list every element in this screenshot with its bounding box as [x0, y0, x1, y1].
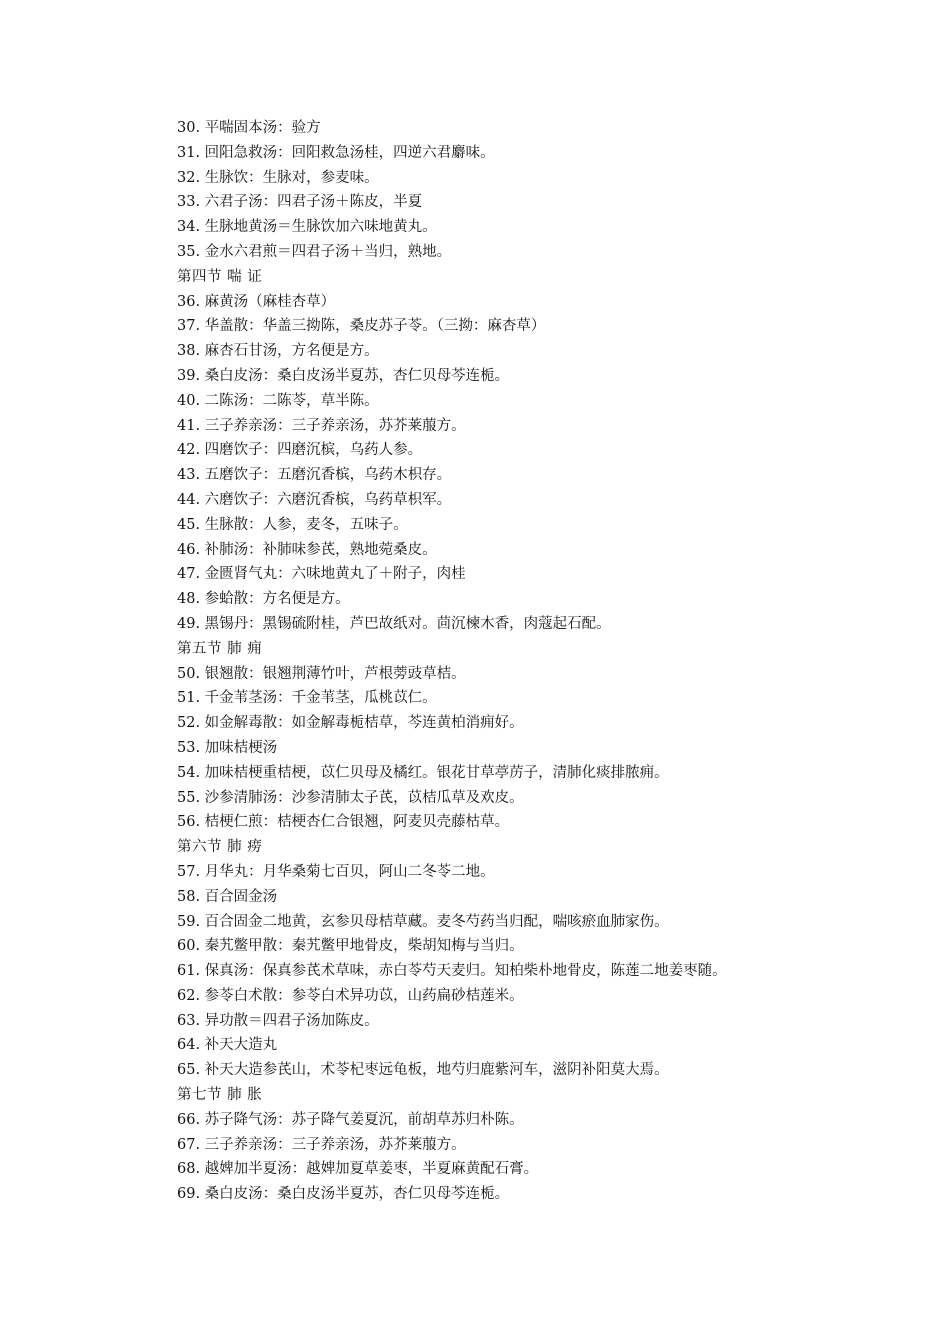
list-item: 30. 平喘固本汤：验方: [177, 120, 321, 136]
list-item: 54. 加味桔梗重桔梗，苡仁贝母及橘红。银花甘草葶苈子，清肺化痰排脓痈。: [177, 764, 669, 781]
list-item: 56. 桔梗仁煎：桔梗杏仁合银翘，阿麦贝壳藤枯草。: [177, 814, 510, 831]
section-heading: 第五节 肺 痈: [177, 640, 263, 657]
list-item: 58. 百合固金汤: [177, 888, 278, 905]
list-item: 68. 越婢加半夏汤：越婢加夏草姜枣，半夏麻黄配石膏。: [177, 1161, 539, 1178]
list-item: 41. 三子养亲汤：三子养亲汤，苏芥莱菔方。: [177, 417, 466, 434]
list-item: 37. 华盖散：华盖三拗陈，桑皮苏子苓。（三拗：麻杏草）: [177, 318, 546, 335]
list-item: 38. 麻杏石甘汤，方名便是方。: [177, 343, 379, 360]
list-item: 69. 桑白皮汤：桑白皮汤半夏苏，杏仁贝母芩连栀。: [177, 1186, 510, 1203]
list-item: 35. 金水六君煎＝四君子汤＋当归，熟地。: [177, 243, 452, 260]
list-item: 57. 月华丸：月华桑菊七百贝，阿山二冬苓二地。: [177, 863, 495, 880]
list-item: 50. 银翘散：银翘荆薄竹叶，芦根蒡豉草桔。: [177, 665, 466, 682]
list-item: 46. 补肺汤：补肺味参芪，熟地菀桑皮。: [177, 541, 437, 558]
list-item: 45. 生脉散：人参，麦冬，五味子。: [177, 516, 408, 533]
list-item: 55. 沙参清肺汤：沙参清肺太子芪，苡桔瓜草及欢皮。: [177, 789, 524, 806]
list-item: 66. 苏子降气汤：苏子降气姜夏沉，前胡草苏归朴陈。: [177, 1111, 524, 1128]
list-item: 31. 回阳急救汤：回阳救急汤桂，四逆六君麝味。: [177, 144, 495, 161]
list-item: 65. 补天大造参芪山，术苓杞枣远龟板，地芍归鹿紫河车，滋阴补阳莫大焉。: [177, 1062, 669, 1079]
list-item: 42. 四磨饮子：四磨沉槟，乌药人参。: [177, 442, 423, 459]
list-item: 33. 六君子汤：四君子汤＋陈皮，半夏: [177, 194, 423, 211]
list-item: 48. 参蛤散：方名便是方。: [177, 591, 350, 608]
list-item: 62. 参苓白术散：参苓白术异功苡，山药扁砂桔莲米。: [177, 987, 524, 1004]
list-item: 49. 黑锡丹：黑锡硫附桂，芦巴故纸对。茴沉楝木香，肉蔻起石配。: [177, 615, 611, 632]
list-item: 53. 加味桔梗汤: [177, 739, 278, 756]
section-heading: 第七节 肺 胀: [177, 1087, 263, 1104]
list-item: 34. 生脉地黄汤＝生脉饮加六味地黄丸。: [177, 219, 437, 236]
list-item: 59. 百合固金二地黄，玄参贝母桔草藏。麦冬芍药当归配，喘咳瘀血肺家伤。: [177, 913, 669, 930]
list-item: 51. 千金苇茎汤：千金苇茎，瓜桃苡仁。: [177, 690, 437, 707]
list-item: 60. 秦艽鳖甲散：秦艽鳖甲地骨皮，柴胡知梅与当归。: [177, 938, 524, 955]
list-item: 44. 六磨饮子：六磨沉香槟，乌药草枳军。: [177, 491, 452, 508]
list-item: 63. 异功散＝四君子汤加陈皮。: [177, 1012, 379, 1029]
list-item: 67. 三子养亲汤：三子养亲汤，苏芥莱菔方。: [177, 1136, 466, 1153]
section-heading: 第六节 肺 痨: [177, 839, 263, 856]
list-item: 64. 补天大造丸: [177, 1037, 278, 1054]
list-item: 40. 二陈汤：二陈苓，草半陈。: [177, 392, 379, 409]
list-item: 32. 生脉饮：生脉对，参麦味。: [177, 169, 379, 186]
list-item: 43. 五磨饮子：五磨沉香槟，乌药木枳存。: [177, 467, 452, 484]
document-body: [177, 116, 877, 1207]
list-item: 61. 保真汤：保真参芪术草味，赤白苓芍天麦归。知柏柴朴地骨皮，陈莲二地姜枣随。: [177, 963, 727, 980]
section-heading: 第四节 喘 证: [177, 268, 263, 285]
list-item: 39. 桑白皮汤：桑白皮汤半夏苏，杏仁贝母芩连栀。: [177, 367, 510, 384]
list-item: 52. 如金解毒散：如金解毒栀桔草，芩连黄柏消痈好。: [177, 715, 524, 732]
list-item: 47. 金匮肾气丸：六味地黄丸了＋附子，肉桂: [177, 566, 466, 583]
list-item: 36. 麻黄汤（麻桂杏草）: [177, 293, 336, 310]
